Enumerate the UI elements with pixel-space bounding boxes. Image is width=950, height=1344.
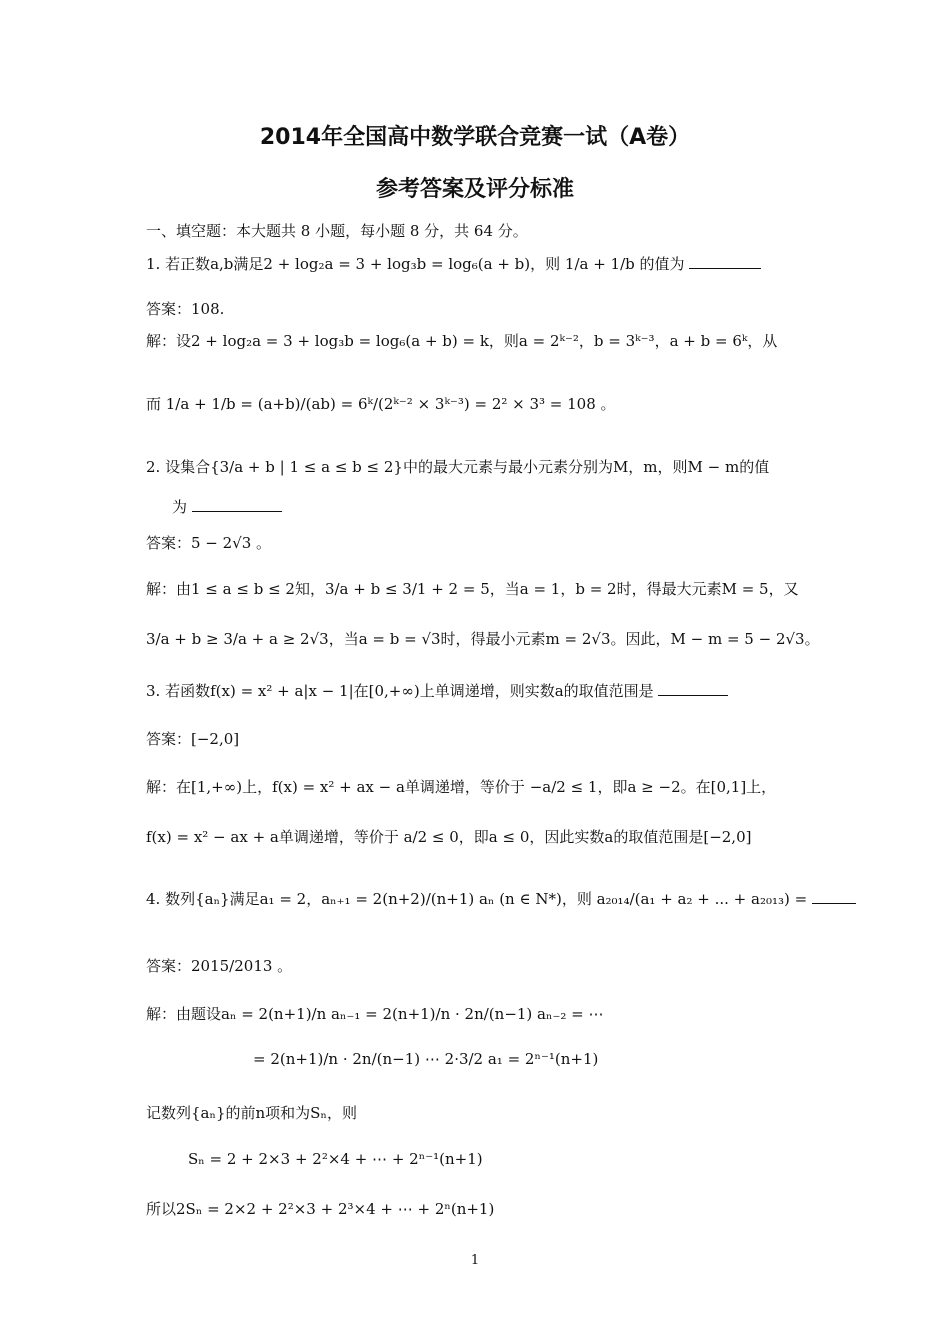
question-1-text: 1. 若正数a,b满足2 + log₂a = 3 + log₃b = log₆(a + b)，则 1/a + 1/b 的值为 bbox=[146, 255, 685, 273]
page-title: 2014年全国高中数学联合竞赛一试（A卷） bbox=[259, 125, 691, 150]
answer-4: 答案：2015/2013 。 bbox=[146, 957, 293, 975]
page-number: 1 bbox=[470, 1253, 480, 1268]
answer-2: 答案：5 − 2√3 。 bbox=[146, 534, 272, 552]
question-2-text: 为 bbox=[172, 498, 188, 516]
solution-4-line-4: Sₙ = 2 + 2×3 + 2²×4 + ⋯ + 2ⁿ⁻¹(n+1) bbox=[188, 1150, 483, 1168]
question-4 bbox=[146, 888, 856, 909]
question-3-text: 3. 若函数f(x) = x² + a|x − 1|在[0,+∞)上单调递增，则实数a的取值范围是 bbox=[146, 682, 654, 700]
answer-blank bbox=[812, 903, 856, 904]
answer-3: 答案：[−2,0] bbox=[146, 730, 240, 748]
solution-3-line-1: 解：在[1,+∞)上，f(x) = x² + ax − a单调递增，等价于 −a/2 ≤ 1，即a ≥ −2。在[0,1]上， bbox=[146, 778, 777, 796]
solution-4-line-1: 解：由题设aₙ = 2(n+1)/n aₙ₋₁ = 2(n+1)/n · 2n/(n−1) aₙ₋₂ = ⋯ bbox=[146, 1005, 604, 1023]
question-2-line-1: 2. 设集合{3/a + b | 1 ≤ a ≤ b ≤ 2}中的最大元素与最小元素分别为M，m，则M − m的值 bbox=[146, 458, 770, 476]
answer-1: 答案：108. bbox=[146, 300, 225, 318]
page-subtitle: 参考答案及评分标准 bbox=[375, 177, 574, 202]
question-1 bbox=[146, 253, 761, 274]
solution-1-line-2: 而 1/a + 1/b = (a+b)/(ab) = 6ᵏ/(2ᵏ⁻² × 3ᵏ⁻³) = 2² × 3³ = 108 。 bbox=[146, 395, 616, 413]
question-4-text: 4. 数列{aₙ}满足a₁ = 2，aₙ₊₁ = 2(n+2)/(n+1) aₙ (n ∈ N*)，则 a₂₀₁₄/(a₁ + a₂ + ... + a₂₀₁₃) = bbox=[146, 890, 808, 908]
solution-4-line-3: 记数列{aₙ}的前n项和为Sₙ，则 bbox=[146, 1104, 357, 1122]
solution-2-line-1: 解：由1 ≤ a ≤ b ≤ 2知，3/a + b ≤ 3/1 + 2 = 5，当a = 1，b = 2时，得最大元素M = 5，又 bbox=[146, 580, 799, 598]
section-heading: 一、填空题：本大题共 8 小题，每小题 8 分，共 64 分。 bbox=[146, 222, 528, 240]
solution-4-line-2: = 2(n+1)/n · 2n/(n−1) ⋯ 2·3/2 a₁ = 2ⁿ⁻¹(n+1) bbox=[253, 1050, 599, 1068]
question-2-line-2 bbox=[172, 496, 282, 517]
answer-blank bbox=[689, 268, 761, 269]
answer-blank bbox=[658, 695, 728, 696]
solution-1-line-1: 解：设2 + log₂a = 3 + log₃b = log₆(a + b) = k，则a = 2ᵏ⁻²，b = 3ᵏ⁻³，a + b = 6ᵏ，从 bbox=[146, 332, 778, 350]
solution-4-line-5: 所以2Sₙ = 2×2 + 2²×3 + 2³×4 + ⋯ + 2ⁿ(n+1) bbox=[146, 1200, 495, 1218]
solution-3-line-2: f(x) = x² − ax + a单调递增，等价于 a/2 ≤ 0，即a ≤ 0，因此实数a的取值范围是[−2,0] bbox=[146, 828, 752, 846]
solution-2-line-2: 3/a + b ≥ 3/a + a ≥ 2√3，当a = b = √3时，得最小元素m = 2√3。因此，M − m = 5 − 2√3。 bbox=[146, 630, 820, 648]
question-3 bbox=[146, 680, 728, 701]
answer-blank bbox=[192, 511, 282, 512]
